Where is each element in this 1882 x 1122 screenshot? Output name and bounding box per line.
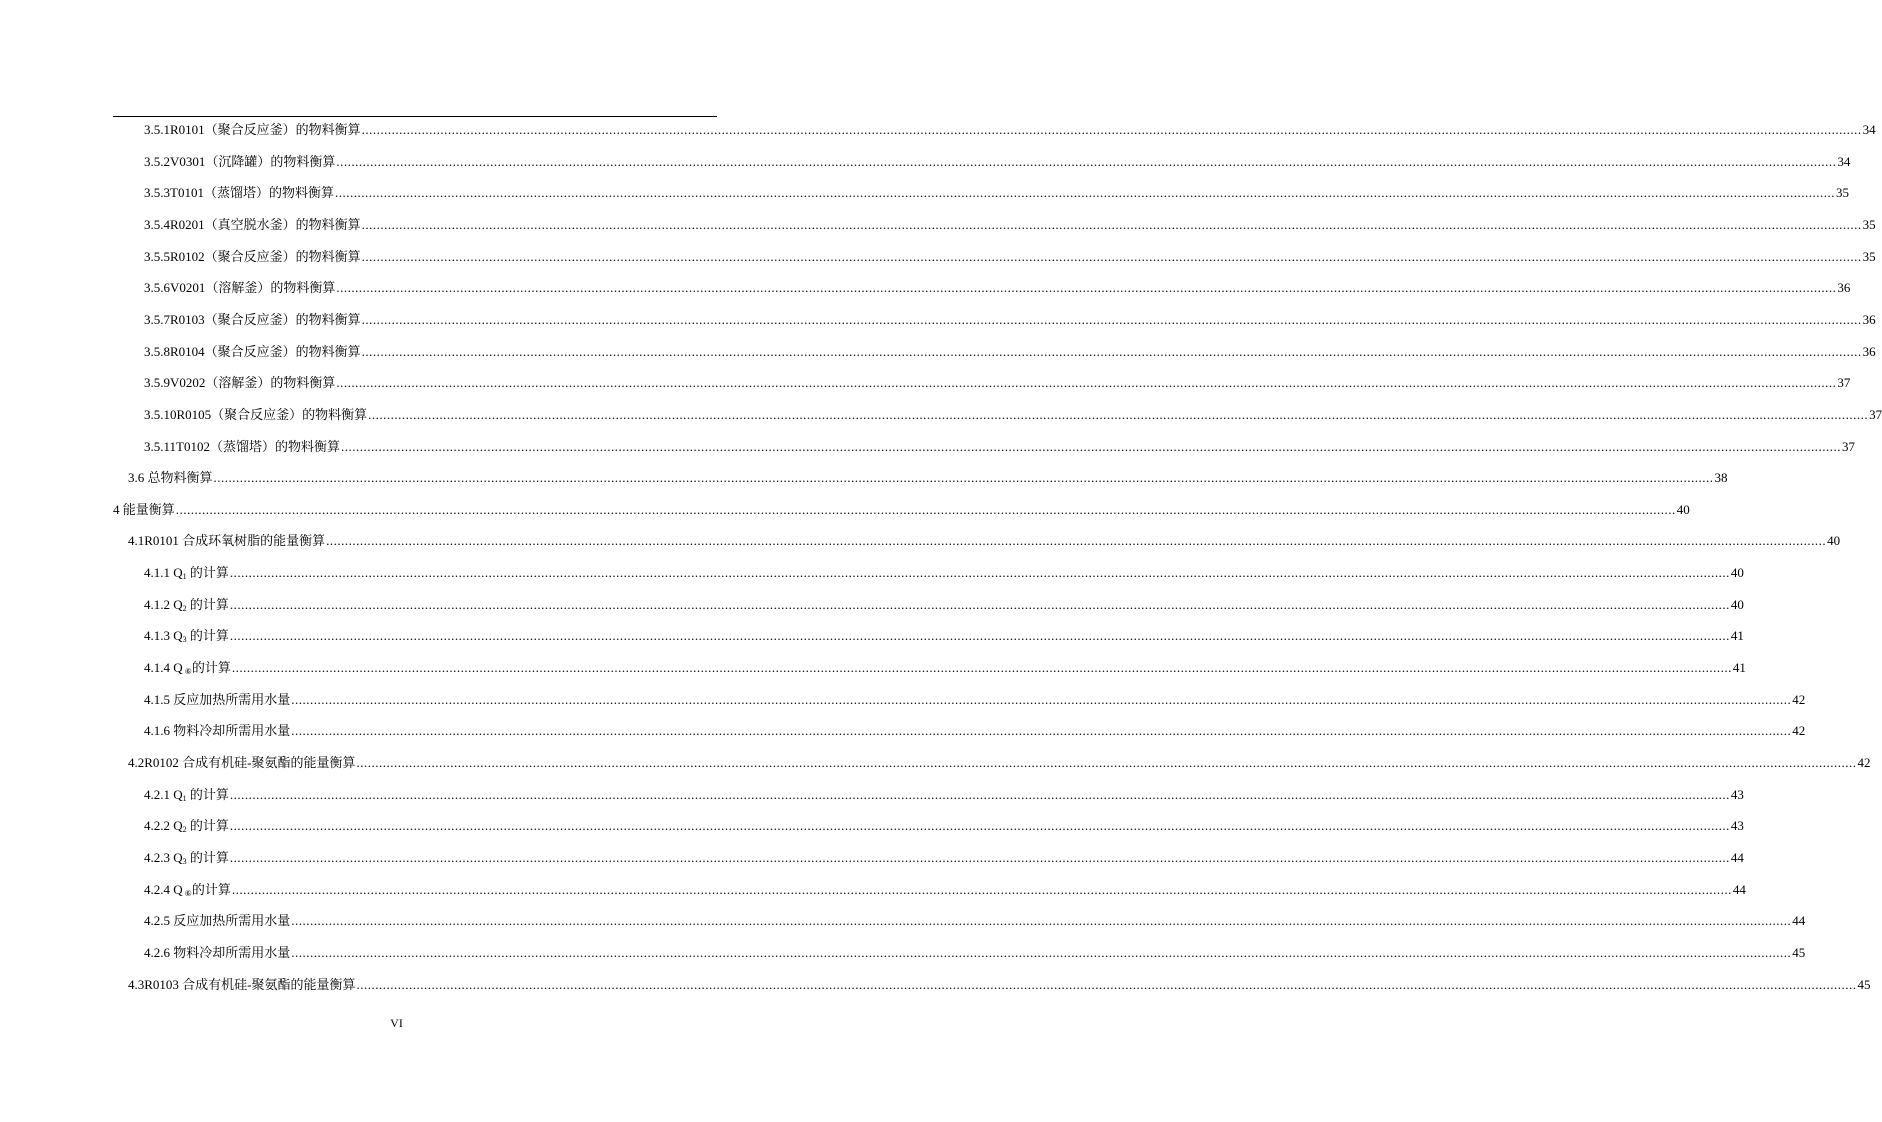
toc-entry-title: 4.2.1 $Q_1$ 的计算 — [144, 786, 229, 803]
toc-entry-page-number: 37 — [1841, 438, 1855, 454]
toc-row[interactable] — [0, 690, 1806, 710]
toc-entry-title: 4.2.2 $Q_2$ 的计算 — [144, 818, 229, 835]
toc-dot-leader: ................................................................................................................................................................................................................................................................................................................................................................................................................ — [361, 248, 1862, 264]
toc-dot-leader: ................................................................................................................................................................................................................................................................................................................................................................................................................ — [291, 944, 1792, 960]
toc-entry-page-number: 37 — [1837, 375, 1851, 391]
toc-dot-leader: ................................................................................................................................................................................................................................................................................................................................................................................................................ — [229, 849, 1730, 865]
toc-entry-page-number: 41 — [1732, 660, 1746, 676]
toc-entry-title: 4 能量衡算 — [113, 501, 175, 517]
toc-row[interactable] — [0, 658, 1746, 678]
toc-entry-page-number: 36 — [1862, 343, 1876, 359]
toc-row[interactable] — [0, 405, 1882, 425]
toc-row[interactable] — [0, 247, 1876, 267]
toc-entry-subscript: 1 — [182, 572, 187, 582]
toc-entry-page-number: 43 — [1730, 786, 1744, 802]
toc-entry-page-number: 35 — [1862, 248, 1876, 264]
toc-entry-page-number: 40 — [1730, 565, 1744, 581]
toc-row[interactable] — [0, 437, 1855, 457]
toc-entry-title: 3.5.11T0102（蒸馏塔）的物料衡算 — [144, 438, 340, 454]
toc-entry-title: 3.5.5R0102（聚合反应釜）的物料衡算 — [144, 248, 361, 264]
toc-entry-page-number: 40 — [1730, 596, 1744, 612]
toc-row[interactable] — [0, 120, 1876, 140]
toc-row[interactable] — [0, 152, 1851, 172]
toc-entry-page-number: 45 — [1792, 944, 1806, 960]
toc-dot-leader: ................................................................................................................................................................................................................................................................................................................................................................................................................ — [291, 691, 1792, 707]
toc-dot-leader: ................................................................................................................................................................................................................................................................................................................................................................................................................ — [361, 343, 1862, 359]
toc-dot-leader: ................................................................................................................................................................................................................................................................................................................................................................................................................ — [334, 185, 1835, 201]
toc-entry-page-number: 40 — [1676, 501, 1690, 517]
toc-entry-title: 3.5.3T0101（蒸馏塔）的物料衡算 — [144, 185, 334, 201]
toc-row[interactable] — [0, 342, 1876, 362]
toc-dot-leader: ................................................................................................................................................................................................................................................................................................................................................................................................................ — [231, 881, 1732, 897]
toc-dot-leader: ................................................................................................................................................................................................................................................................................................................................................................................................................ — [361, 311, 1862, 327]
toc-entry-title: 4.2.4 Q $_⑥$的计算 — [144, 881, 231, 898]
toc-entry-title: 3.6 总物料衡算 — [128, 470, 213, 486]
toc-entry-page-number: 34 — [1862, 122, 1876, 137]
toc-entry-page-number: 34 — [1837, 153, 1851, 169]
toc-dot-leader: ................................................................................................................................................................................................................................................................................................................................................................................................................ — [361, 216, 1862, 232]
toc-entry-title: 4.1.2 $Q_2$ 的计算 — [144, 596, 229, 613]
toc-row[interactable] — [0, 816, 1744, 836]
toc-entry-subscript: 3 — [182, 635, 187, 645]
toc-entry-title: 4.1.3 $Q_3$ 的计算 — [144, 628, 229, 645]
toc-entry-subscript: 3 — [182, 856, 187, 866]
toc-entry-subscript: ⑥ — [182, 888, 192, 898]
toc-row[interactable] — [0, 373, 1851, 393]
toc-entry-title: 3.5.10R0105（聚合反应釜）的物料衡算 — [144, 406, 368, 422]
toc-entry-page-number: 43 — [1730, 818, 1744, 834]
toc-row[interactable] — [0, 278, 1851, 298]
toc-row[interactable] — [0, 911, 1806, 931]
page-number: VI — [390, 1016, 403, 1030]
toc-dot-leader: ................................................................................................................................................................................................................................................................................................................................................................................................................ — [229, 565, 1730, 581]
toc-row[interactable] — [0, 785, 1744, 805]
toc-entry-title: 3.5.4R0201（真空脱水釜）的物料衡算 — [144, 216, 361, 232]
toc-row[interactable] — [0, 595, 1744, 615]
toc-entry-page-number: 38 — [1714, 470, 1728, 486]
toc-entry-title: 4.3R0103 合成有机硅-聚氨酯的能量衡算 — [128, 976, 356, 992]
toc-row[interactable] — [0, 183, 1849, 203]
toc-dot-leader: ................................................................................................................................................................................................................................................................................................................................................................................................................ — [368, 406, 1869, 422]
toc-dot-leader: ................................................................................................................................................................................................................................................................................................................................................................................................................ — [229, 786, 1730, 802]
toc-entry-page-number: 37 — [1869, 406, 1882, 422]
toc-entry-page-number: 42 — [1792, 691, 1806, 707]
toc-entry-title: 3.5.7R0103（聚合反应釜）的物料衡算 — [144, 311, 361, 327]
toc-entry-title: 3.5.8R0104（聚合反应釜）的物料衡算 — [144, 343, 361, 359]
toc-entry-subscript: 1 — [182, 793, 187, 803]
toc-dot-leader: ................................................................................................................................................................................................................................................................................................................................................................................................................ — [291, 913, 1792, 929]
toc-entry-page-number: 36 — [1862, 311, 1876, 327]
toc-row[interactable] — [0, 943, 1806, 963]
toc-entry-title: 4.1.1 $Q_1$ 的计算 — [144, 565, 229, 582]
toc-entry-page-number: 44 — [1792, 913, 1806, 929]
toc-dot-leader: ................................................................................................................................................................................................................................................................................................................................................................................................................ — [231, 660, 1732, 676]
toc-entry-title: 4.2.5 反应加热所需用水量 — [144, 913, 291, 929]
toc-entry-page-number: 35 — [1862, 216, 1876, 232]
toc-entry-title: 3.5.9V0202（溶解釜）的物料衡算 — [144, 375, 336, 391]
toc-entry-page-number: 42 — [1792, 723, 1806, 739]
toc-entry-title: 4.1.4 Q $_⑥$的计算 — [144, 660, 231, 677]
toc-entry-title: 3.5.6V0201（溶解釜）的物料衡算 — [144, 280, 336, 296]
toc-dot-leader: ................................................................................................................................................................................................................................................................................................................................................................................................................ — [336, 153, 1837, 169]
toc-dot-leader: ................................................................................................................................................................................................................................................................................................................................................................................................................ — [175, 501, 1676, 517]
toc-entry-page-number: 44 — [1730, 849, 1744, 865]
toc-entry-subscript: 2 — [182, 603, 187, 613]
toc-entry-subscript: ⑥ — [182, 667, 192, 677]
toc-row[interactable] — [0, 975, 1871, 995]
toc-dot-leader: ................................................................................................................................................................................................................................................................................................................................................................................................................ — [229, 628, 1730, 644]
toc-entry-page-number: 35 — [1835, 185, 1849, 201]
header-rule — [113, 116, 717, 117]
toc-row[interactable] — [0, 880, 1746, 900]
toc-row[interactable] — [0, 848, 1744, 868]
toc-entry-title: 4.1.5 反应加热所需用水量 — [144, 691, 291, 707]
toc-dot-leader: ................................................................................................................................................................................................................................................................................................................................................................................................................ — [336, 280, 1837, 296]
toc-dot-leader: ................................................................................................................................................................................................................................................................................................................................................................................................................ — [326, 533, 1827, 549]
toc-entry-title: 4.1.6 物料冷却所需用水量 — [144, 723, 291, 739]
toc-entry-title: 4.2R0102 合成有机硅-聚氨酯的能量衡算 — [128, 755, 356, 770]
toc-row[interactable] — [0, 626, 1744, 646]
toc-dot-leader: ................................................................................................................................................................................................................................................................................................................................................................................................................ — [229, 818, 1730, 834]
toc-dot-leader: ................................................................................................................................................................................................................................................................................................................................................................................................................ — [213, 470, 1714, 486]
toc-dot-leader: ................................................................................................................................................................................................................................................................................................................................................................................................................ — [340, 438, 1841, 454]
toc-entry-page-number: 42 — [1857, 755, 1871, 770]
toc-row[interactable] — [0, 215, 1876, 235]
toc-dot-leader: ................................................................................................................................................................................................................................................................................................................................................................................................................ — [229, 596, 1730, 612]
toc-row[interactable] — [0, 721, 1806, 741]
toc-entry-page-number: 41 — [1730, 628, 1744, 644]
toc-entry-page-number: 44 — [1732, 881, 1746, 897]
toc-entry-subscript: 2 — [182, 825, 187, 835]
toc-entry-page-number: 40 — [1827, 533, 1841, 549]
toc-entry-title: 4.2.3 $Q_3$ 的计算 — [144, 849, 229, 866]
toc-row[interactable] — [0, 500, 1690, 520]
toc-dot-leader: ................................................................................................................................................................................................................................................................................................................................................................................................................ — [336, 375, 1837, 391]
toc-dot-leader: ................................................................................................................................................................................................................................................................................................................................................................................................................ — [361, 122, 1862, 137]
toc-dot-leader: ................................................................................................................................................................................................................................................................................................................................................................................................................ — [291, 723, 1792, 739]
toc-row[interactable] — [0, 753, 1871, 773]
toc-row[interactable] — [0, 563, 1744, 583]
toc-entry-page-number: 36 — [1837, 280, 1851, 296]
toc-dot-leader: ................................................................................................................................................................................................................................................................................................................................................................................................................ — [356, 755, 1857, 770]
toc-row[interactable] — [0, 310, 1876, 330]
toc-dot-leader: ................................................................................................................................................................................................................................................................................................................................................................................................................ — [356, 976, 1857, 992]
toc-row[interactable] — [0, 531, 1841, 551]
toc-entry-title: 4.2.6 物料冷却所需用水量 — [144, 944, 291, 960]
toc-entry-title: 4.1R0101 合成环氧树脂的能量衡算 — [128, 533, 326, 549]
toc-row[interactable] — [0, 468, 1728, 488]
toc-entry-page-number: 45 — [1857, 976, 1871, 992]
toc-entry-title: 3.5.1R0101（聚合反应釜）的物料衡算 — [144, 122, 361, 137]
toc-entry-title: 3.5.2V0301（沉降罐）的物料衡算 — [144, 153, 336, 169]
